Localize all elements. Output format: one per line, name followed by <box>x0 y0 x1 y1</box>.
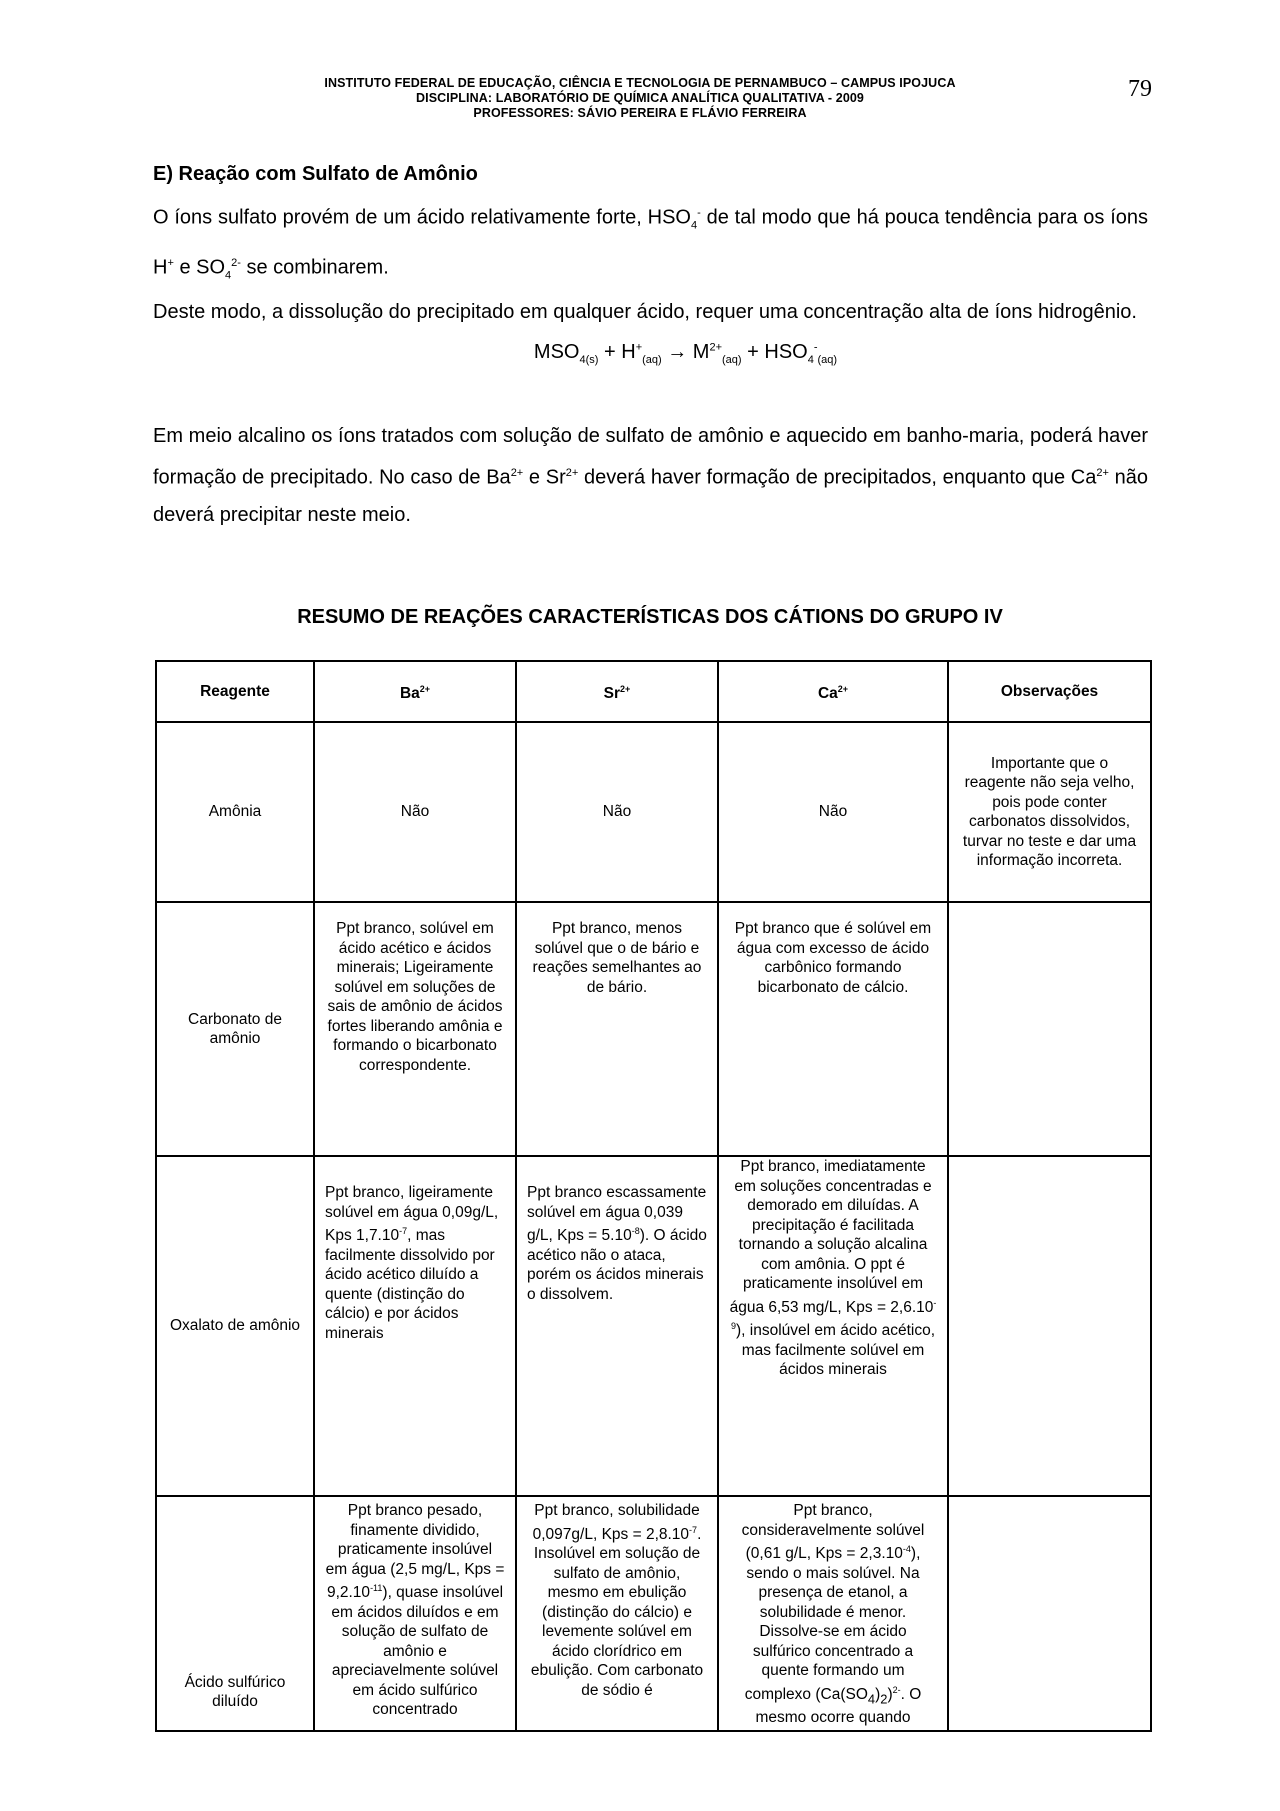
reaction-equation: $MSO_{4(s)} + H^+_{(aq)} \to M^{2+}_{(aq)} + HSO_4^-_{(aq)}$ <box>533 341 838 367</box>
cell-ba: Ppt branco, ligeiramente solúvel em água 0,09g/L, Kps $1,7.10^{-7}$, mas facilmente dissolvido por ácido acético diluído a quente (distinção do cálcio) e por ácidos minerais <box>314 1156 516 1496</box>
header-reagent: Reagente <box>156 661 314 722</box>
cell-ca: Ppt branco, imediatamente em soluções concentradas e demorado em diluídas. A precipitação é facilitada tornando a solução alcalina com amônia. O ppt é praticamente insolúvel em água 6,53 mg/L, Kps = $2,6.10^{-9}$), insolúvel em ácido acético, mas facilmente solúvel em ácidos minerais <box>718 1156 948 1496</box>
cell-observations <box>948 1156 1151 1496</box>
paragraph-3: Em meio alcalino os íons tratados com solução de sulfato de amônio e aquecido em banho-maria, poderá haver formação de precipitado. No caso de $Ba^{2+}$ e $Sr^{2+}$ deverá haver formação de precipitados, enquanto que $Ca^{2+}$ não deverá precipitar neste meio. <box>153 425 1148 526</box>
header-professors: PROFESSORES: SÁVIO PEREIRA E FLÁVIO FERREIRA <box>473 106 807 120</box>
page-number: 79 <box>1128 76 1152 102</box>
cell-observations <box>948 1496 1151 1731</box>
table-row <box>156 902 1151 1156</box>
table-row <box>156 1156 1151 1496</box>
header-ca: $Ca^{2+}$ <box>718 661 948 722</box>
cell-ba: Não <box>314 722 516 902</box>
cell-ca: Ppt branco, consideravelmente solúvel (0,61 g/L, Kps = $2,3.10^{-4}$), sendo o mais solúvel. Na presença de etanol, a solubilidade é menor. Dissolve-se em ácido sulfúrico concentrado a quente formando um complexo $(Ca(SO_4)_2)^{2-}$. O mesmo ocorre quando <box>718 1496 948 1731</box>
paragraph-1: O íons sulfato provém de um ácido relativamente forte, $HSO_4^-$ de tal modo que há pouca tendência para os íons H+ e $SO_4^{2-}$ se combinarem. <box>153 206 1148 282</box>
cell-sr: Ppt branco, menos solúvel que o de bário e reações semelhantes ao de bário. <box>516 902 718 1156</box>
cell-ca: Ppt branco que é solúvel em água com excesso de ácido carbônico formando bicarbonato de cálcio. <box>718 902 948 1156</box>
cell-sr: Não <box>516 722 718 902</box>
header-observations: Observações <box>948 661 1151 722</box>
document-header <box>0 76 1280 121</box>
summary-table <box>155 660 1152 1732</box>
cell-sr: Ppt branco escassamente solúvel em água 0,039 g/L, Kps = $5.10^{-8}$). O ácido acético não o ataca, porém os ácidos minerais o dissolvem. <box>516 1156 718 1496</box>
section-content <box>153 163 1148 534</box>
header-ba: $Ba^{2+}$ <box>314 661 516 722</box>
cell-reagent: Ácido sulfúrico diluído <box>156 1496 314 1731</box>
header-institution: INSTITUTO FEDERAL DE EDUCAÇÃO, CIÊNCIA E TECNOLOGIA DE PERNAMBUCO – CAMPUS IPOJUCA <box>324 76 956 90</box>
section-title: E) Reação com Sulfato de Amônio <box>153 163 478 185</box>
cell-ca: Não <box>718 722 948 902</box>
header-discipline: DISCIPLINA: LABORATÓRIO DE QUÍMICA ANALÍTICA QUALITATIVA - 2009 <box>416 91 864 105</box>
cell-reagent: Oxalato de amônio <box>156 1156 314 1496</box>
paragraph-2: Deste modo, a dissolução do precipitado em qualquer ácido, requer uma concentração alta de íons hidrogênio. <box>153 301 1137 324</box>
cell-reagent: Carbonato de amônio <box>156 902 314 1156</box>
table-row <box>156 722 1151 902</box>
cell-sr: Ppt branco, solubilidade 0,097g/L, Kps = $2,8.10^{-7}$. Insolúvel em solução de sulfato de amônio, mesmo em ebulição (distinção do cálcio) e levemente solúvel em ácido clorídrico em ebulição. Com carbonato de sódio é <box>516 1496 718 1731</box>
summary-title: RESUMO DE REAÇÕES CARACTERÍSTICAS DOS CÁTIONS DO GRUPO IV <box>297 606 1003 628</box>
cell-reagent: Amônia <box>156 722 314 902</box>
cell-ba: Ppt branco, solúvel em ácido acético e ácidos minerais; Ligeiramente solúvel em soluções de sais de amônio de ácidos fortes liberando amônia e formando o bicarbonato correspondente. <box>314 902 516 1156</box>
cell-observations <box>948 902 1151 1156</box>
cell-observations: Importante que o reagente não seja velho, pois pode conter carbonatos dissolvidos, turvar no teste e dar uma informação incorreta. <box>948 722 1151 902</box>
table-row <box>156 1496 1151 1731</box>
table-header-row <box>156 661 1151 722</box>
header-sr: $Sr^{2+}$ <box>516 661 718 722</box>
cell-ba: Ppt branco pesado, finamente dividido, praticamente insolúvel em água (2,5 mg/L, Kps = $9,2.10^{-11}$), quase insolúvel em ácidos diluídos e em solução de sulfato de amônio e apreciavelmente solúvel em ácido sulfúrico concentrado <box>314 1496 516 1731</box>
